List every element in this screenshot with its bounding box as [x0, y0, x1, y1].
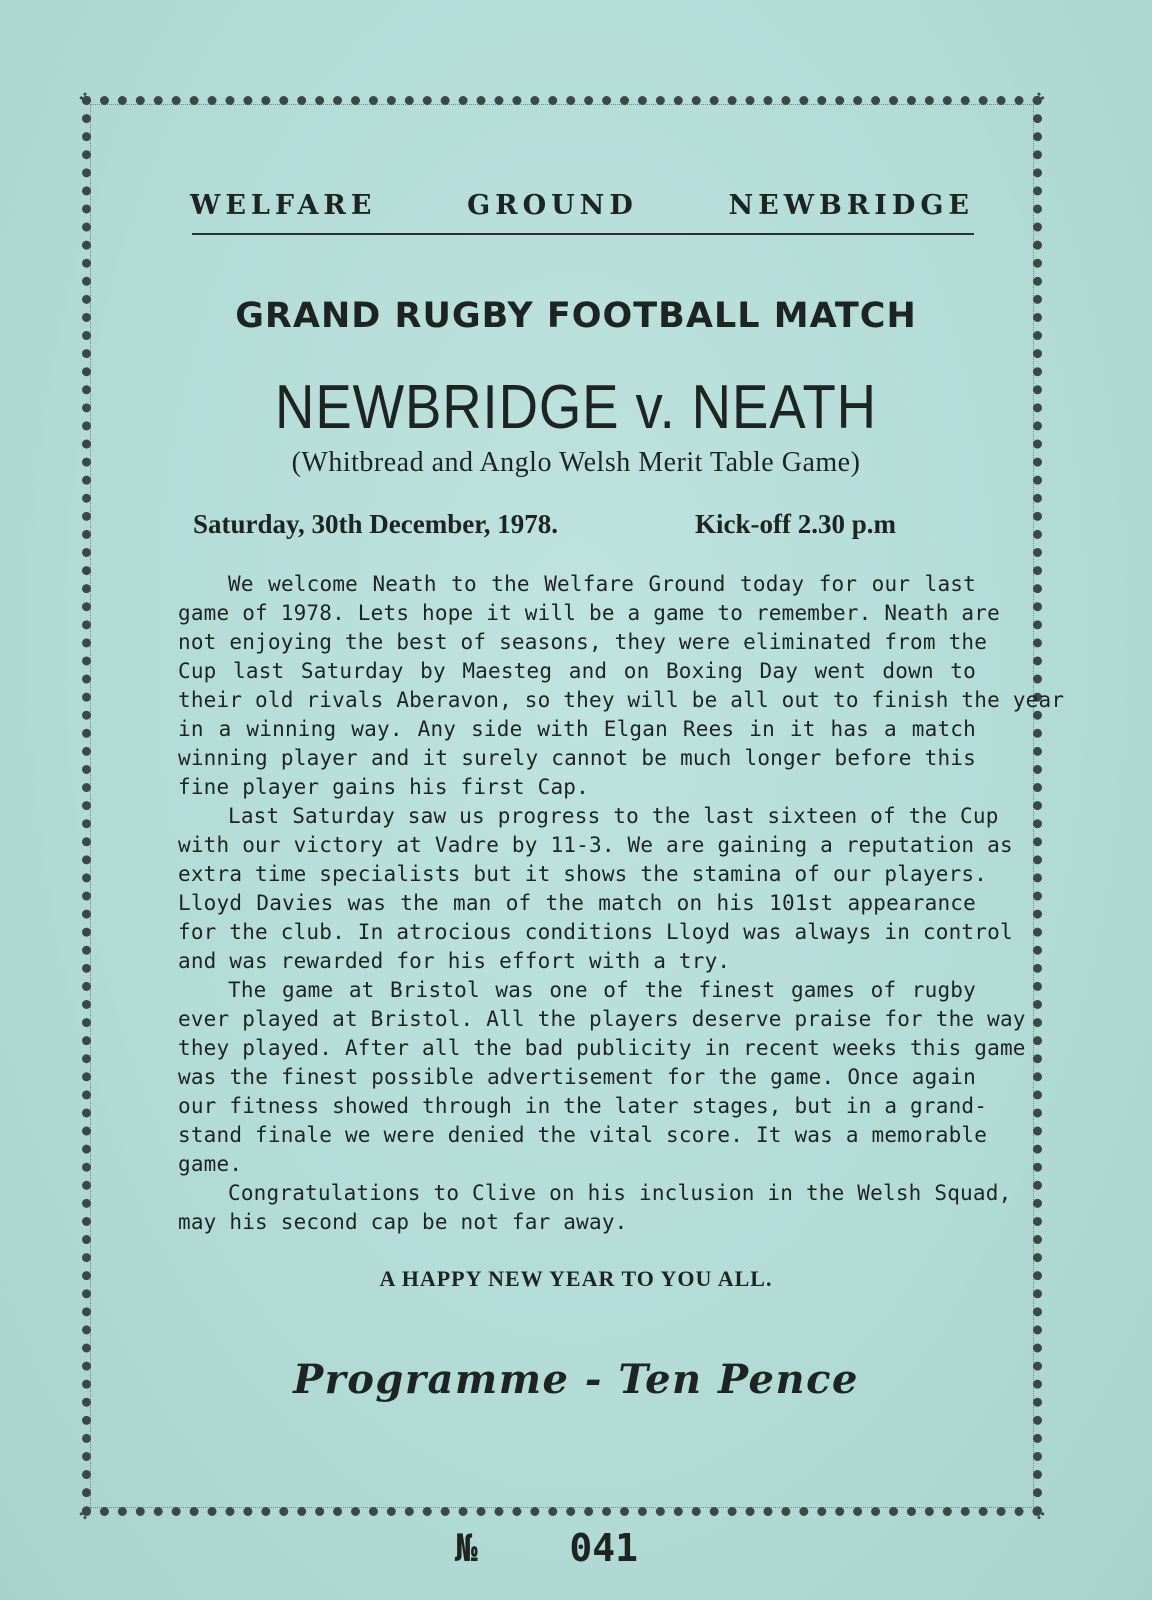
- article-line: game.: [178, 1152, 243, 1176]
- match-type-heading: GRAND RUGBY FOOTBALL MATCH: [235, 296, 917, 336]
- article-line: game of 1978. Lets hope it will be a game to remember. Neath are: [178, 601, 1000, 625]
- corner-ornament-icon: ✣: [79, 1507, 91, 1523]
- article-line: they played. After all the bad publicity in recent weeks this game: [178, 1036, 1026, 1060]
- article-line: We welcome Neath to the Welfare Ground today for our last: [228, 572, 976, 596]
- serial-number: [455, 1526, 638, 1570]
- article-line: in a winning way. Any side with Elgan Rees in it has a match: [178, 717, 976, 741]
- article-line: was the finest possible advertisement for the game. Once again: [178, 1065, 976, 1089]
- article-line: stand finale we were denied the vital score. It was a memorable: [178, 1123, 988, 1147]
- venue-underline: [192, 233, 974, 235]
- competition-subtitle: (Whitbread and Anglo Welsh Merit Table Game): [291, 447, 861, 478]
- article-line: fine player gains his first Cap.: [178, 775, 589, 799]
- fixture-title: NEWBRIDGE v. NEATH: [275, 373, 877, 442]
- article-line: Lloyd Davies was the man of the match on his 101st appearance: [178, 891, 976, 915]
- corner-ornament-icon: ✣: [1033, 1507, 1045, 1523]
- serial-value: 041: [569, 1526, 639, 1570]
- corner-ornament-icon: ✣: [1033, 91, 1045, 107]
- article-line: and was rewarded for his effort with a try.: [178, 949, 731, 973]
- article-line: for the club. In atrocious conditions Lloyd was always in control: [178, 920, 1013, 944]
- venue-word: WELFARE: [190, 190, 377, 221]
- article-line: their old rivals Aberavon, so they will be all out to finish the year: [178, 688, 1065, 712]
- article-line: extra time specialists but it shows the stamina of our players.: [178, 862, 988, 886]
- programme-price: Programme - Ten Pence: [293, 1356, 859, 1403]
- match-date: Saturday, 30th December, 1978.: [193, 509, 558, 539]
- venue-word: GROUND: [467, 190, 638, 221]
- new-year-greeting: A HAPPY NEW YEAR TO YOU ALL.: [379, 1266, 773, 1291]
- article-line: Last Saturday saw us progress to the last sixteen of the Cup: [228, 804, 999, 828]
- serial-label: №: [455, 1526, 478, 1570]
- article-line: with our victory at Vadre by 11-3. We are gaining a reputation as: [178, 833, 1013, 857]
- article-line: Cup last Saturday by Maesteg and on Boxing Day went down to: [178, 659, 976, 683]
- article-line: winning player and it surely cannot be much longer before this: [178, 746, 976, 770]
- venue-heading: [190, 190, 974, 221]
- welcome-article: [178, 570, 1065, 1237]
- article-line: our fitness showed through in the later stages, but in a grand-: [178, 1094, 988, 1118]
- article-line: Congratulations to Clive on his inclusion in the Welsh Squad,: [228, 1181, 1012, 1205]
- article-line: may his second cap be not far away.: [178, 1210, 628, 1234]
- article-line: not enjoying the best of seasons, they were eliminated from the: [178, 630, 988, 654]
- kickoff-time: Kick-off 2.30 p.m: [695, 509, 896, 539]
- venue-word: NEWBRIDGE: [728, 190, 974, 221]
- article-line: The game at Bristol was one of the finest games of rugby: [228, 978, 976, 1002]
- article-line: ever played at Bristol. All the players deserve praise for the way: [178, 1007, 1026, 1031]
- corner-ornament-icon: ✣: [79, 91, 91, 107]
